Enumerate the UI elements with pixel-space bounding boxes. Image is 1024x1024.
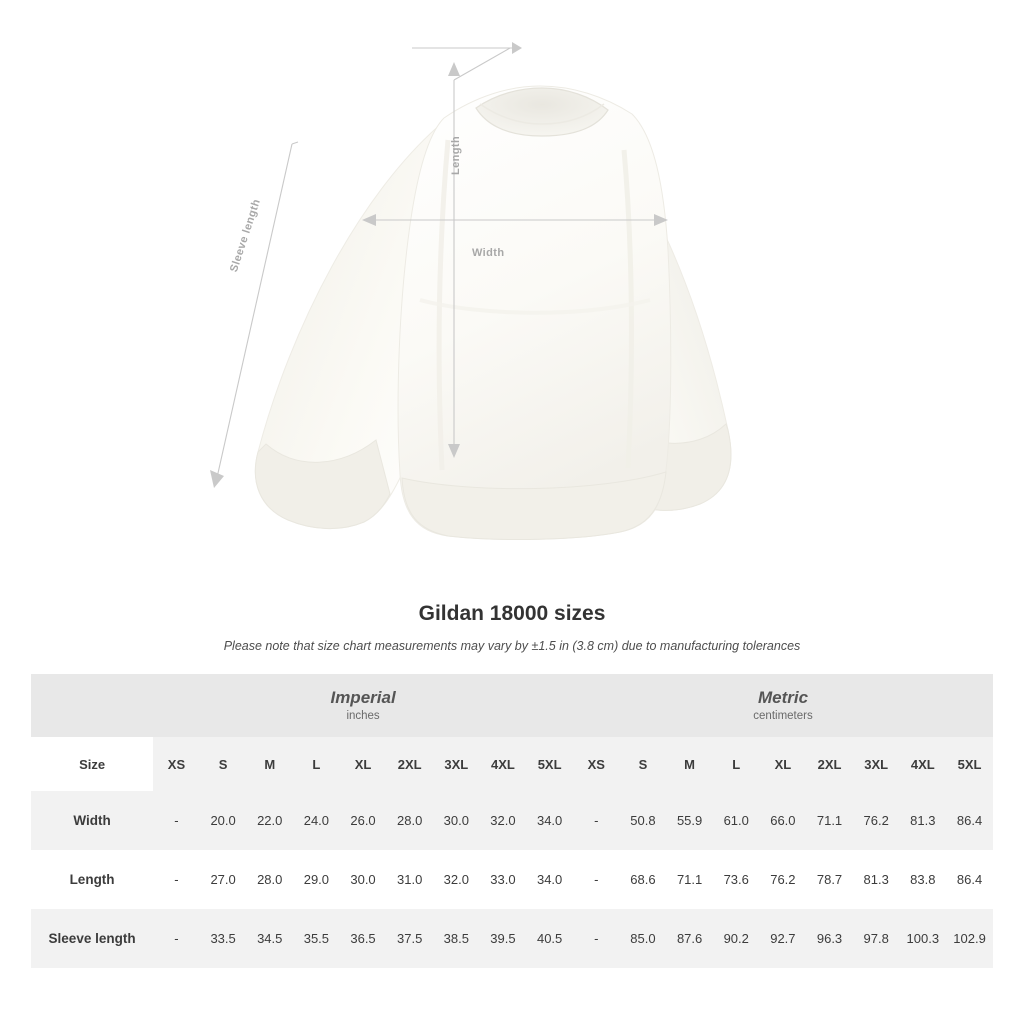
measurement-cell: 102.9 [946, 909, 993, 968]
size-column-header: 2XL [386, 737, 433, 791]
sleeve-length-measure-label: Sleeve length [228, 197, 263, 274]
measurement-cell: 61.0 [713, 791, 760, 850]
measurement-cell: 27.0 [200, 850, 247, 909]
measurement-cell: 31.0 [386, 850, 433, 909]
unit-group-imperial [153, 674, 573, 737]
width-measure-label: Width [472, 247, 505, 259]
size-table-wrap [31, 674, 993, 968]
measurement-cell: 20.0 [200, 791, 247, 850]
size-column-header: 4XL [480, 737, 527, 791]
size-column-header: L [713, 737, 760, 791]
garment-wrap [180, 0, 844, 590]
size-column-header: 3XL [433, 737, 480, 791]
measurement-cell: 83.8 [899, 850, 946, 909]
table-row [31, 850, 993, 909]
measurement-cell: 32.0 [480, 791, 527, 850]
size-column-header: 5XL [526, 737, 573, 791]
measurement-cell: 76.2 [853, 791, 900, 850]
size-header-row [31, 737, 993, 791]
measurement-cell: 34.0 [526, 791, 573, 850]
length-measure-label: Length [450, 135, 462, 175]
measurement-cell: 55.9 [666, 791, 713, 850]
measurement-cell: 26.0 [340, 791, 387, 850]
measurement-cell: 50.8 [620, 791, 667, 850]
measurement-cell: 33.0 [480, 850, 527, 909]
measurement-cell: 36.5 [340, 909, 387, 968]
measurement-cell: - [153, 909, 200, 968]
size-column-header: 4XL [899, 737, 946, 791]
row-label: Length [31, 850, 153, 909]
measurement-cell: - [573, 850, 620, 909]
measurement-lines [180, 0, 844, 590]
measurement-cell: 37.5 [386, 909, 433, 968]
title-block [0, 602, 1024, 653]
measurement-cell: 90.2 [713, 909, 760, 968]
measurement-cell: 81.3 [853, 850, 900, 909]
measurement-cell: 34.5 [246, 909, 293, 968]
measurement-cell: 30.0 [340, 850, 387, 909]
size-column-header: XS [573, 737, 620, 791]
measurement-cell: 76.2 [760, 850, 807, 909]
unit-group-name: Metric [757, 687, 809, 707]
tolerance-note: Please note that size chart measurements may vary by ±1.5 in (3.8 cm) due to manufacturing tolerances [223, 639, 801, 653]
measurement-cell: 92.7 [760, 909, 807, 968]
table-row [31, 909, 993, 968]
row-label: Sleeve length [31, 909, 153, 968]
measurement-cell: - [153, 850, 200, 909]
size-column-header: 5XL [946, 737, 993, 791]
measurement-cell: 39.5 [480, 909, 527, 968]
measurement-cell: 30.0 [433, 791, 480, 850]
size-column-header: M [666, 737, 713, 791]
measurement-cell: 38.5 [433, 909, 480, 968]
measurement-cell: 29.0 [293, 850, 340, 909]
measurement-cell: 96.3 [806, 909, 853, 968]
measurement-cell: 97.8 [853, 909, 900, 968]
measurement-cell: 100.3 [899, 909, 946, 968]
measurement-cell: - [573, 791, 620, 850]
measurement-cell: - [153, 791, 200, 850]
unit-group-sub: inches [346, 709, 380, 722]
unit-header-row [31, 674, 993, 737]
size-column-header: XL [340, 737, 387, 791]
size-row-header: Size [31, 737, 153, 791]
measurement-cell: 22.0 [246, 791, 293, 850]
table-row [31, 791, 993, 850]
measurement-cell: 68.6 [620, 850, 667, 909]
page-title: Gildan 18000 sizes [418, 602, 606, 625]
measurement-cell: 87.6 [666, 909, 713, 968]
size-column-header: M [246, 737, 293, 791]
size-column-header: 3XL [853, 737, 900, 791]
measurement-cell: 24.0 [293, 791, 340, 850]
unit-group-sub: centimeters [753, 709, 813, 722]
unit-group-metric [573, 674, 993, 737]
measurement-cell: 66.0 [760, 791, 807, 850]
size-column-header: S [200, 737, 247, 791]
size-column-header: 2XL [806, 737, 853, 791]
measurement-cell: 71.1 [806, 791, 853, 850]
measurement-cell: 73.6 [713, 850, 760, 909]
measurement-cell: 81.3 [899, 791, 946, 850]
measurement-cell: 85.0 [620, 909, 667, 968]
measurement-cell: 28.0 [246, 850, 293, 909]
measurement-cell: 35.5 [293, 909, 340, 968]
unit-group-name: Imperial [330, 687, 396, 707]
row-label: Width [31, 791, 153, 850]
measurement-cell: 34.0 [526, 850, 573, 909]
size-table [31, 674, 993, 968]
measurement-cell: 32.0 [433, 850, 480, 909]
measurement-cell: 33.5 [200, 909, 247, 968]
measurement-cell: 40.5 [526, 909, 573, 968]
measurement-cell: - [573, 909, 620, 968]
size-column-header: L [293, 737, 340, 791]
measurement-cell: 86.4 [946, 791, 993, 850]
measurement-cell: 86.4 [946, 850, 993, 909]
unit-header-spacer [31, 674, 153, 737]
measurement-cell: 28.0 [386, 791, 433, 850]
measurement-cell: 78.7 [806, 850, 853, 909]
size-column-header: XL [760, 737, 807, 791]
size-column-header: S [620, 737, 667, 791]
measurement-cell: 71.1 [666, 850, 713, 909]
size-column-header: XS [153, 737, 200, 791]
